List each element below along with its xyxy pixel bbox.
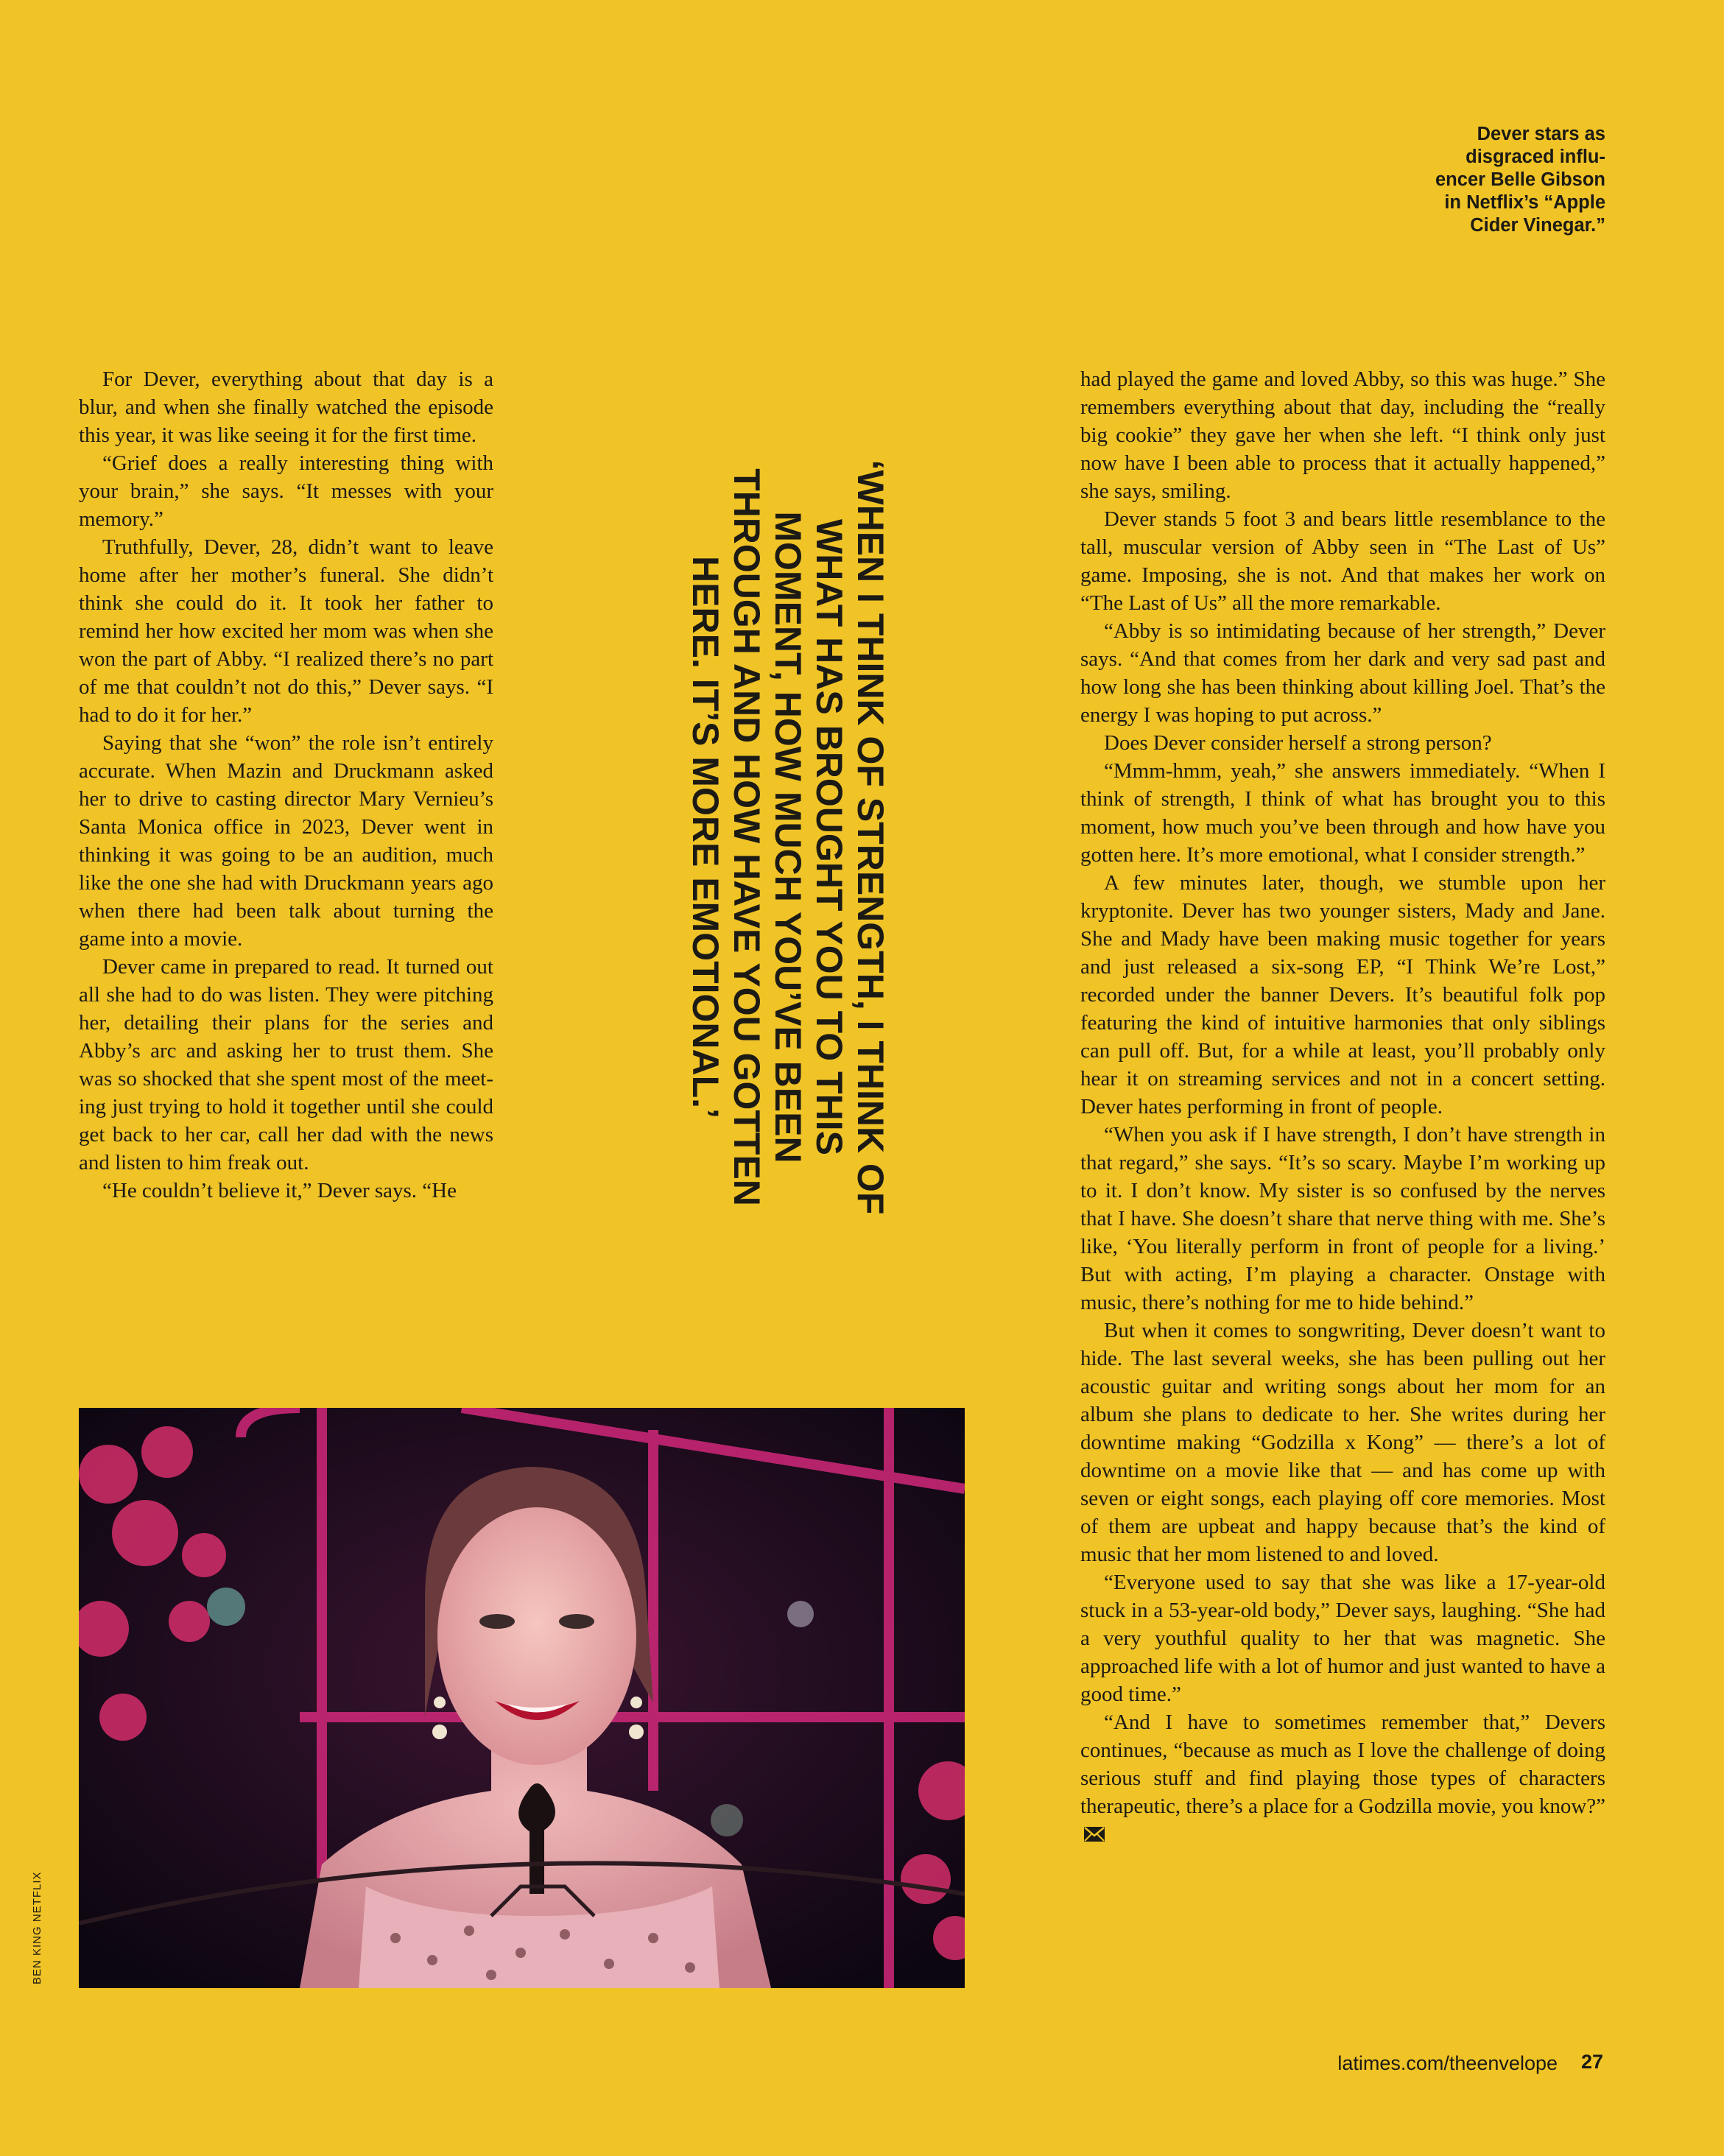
article-column-right — [1080, 365, 1605, 1848]
paragraph: “Grief does a really interesting thing with your brain,” she says. “It messes with your memory.” — [79, 451, 493, 531]
photo-credit: BEN KING NETFLIX — [31, 1871, 43, 1984]
paragraph: Dever came in prepared to read. It turned out all she had to do was listen. They were pitching her, detailing their plans for the series and Abby’s arc and asking her to trust them. She was so shocked that she spent most of the meeting just trying to hold it together until she could get back to her car, call her dad with the news and listen to him freak out. — [79, 955, 493, 1174]
paragraph: “Everyone used to say that she was like a 17-year-old stuck in a 53-year-old body,” Dever says, laughing. “She had a very youthful quality to her that was magnetic. She approached life with a lot of humor and just wanted to have a good time.” — [1080, 1571, 1605, 1706]
caption-line: encer Belle Gibson — [1435, 169, 1605, 190]
caption-line: Dever stars as — [1477, 124, 1605, 144]
page-number: 27 — [1581, 2051, 1604, 2073]
photo-caption — [1385, 123, 1605, 237]
paragraph: “He couldn’t believe it,” Dever says. “He — [102, 1179, 457, 1202]
portrait-photo-illustration — [79, 1408, 965, 1988]
pull-quote: ‘WHEN I THINK OF STRENGTH, I THINK OF WHAT HAS BROUGHT YOU TO THIS MOMENT, HOW MUCH YOU’VE BEEN THROUGH AND HOW HAVE YOU GOTTEN HERE. IT’S MORE EMOTIONAL.’ — [685, 459, 891, 1215]
article-column-left — [79, 365, 493, 1205]
paragraph: For Dever, everything about that day is a blur, and when she finally watched the episode this year, it was like seeing it for the first time. — [79, 367, 493, 447]
closing-paragraph-text: “And I have to sometimes remember that,” Devers continues, “because as much as I love the challenge of doing serious stuff and find playing those types of characters therapeutic, there’s a place for a Godzilla movie, you know?” — [1080, 1711, 1605, 1818]
paragraph — [1080, 1708, 1605, 1848]
paragraph: Does Dever consider herself a strong person? — [1104, 731, 1492, 755]
caption-line: in Netflix’s “Apple — [1444, 192, 1605, 213]
article-photo — [79, 1408, 965, 1988]
paragraph: But when it comes to songwriting, Dever doesn’t want to hide. The last several weeks, she has been pulling out her acoustic guitar and writing songs about her mom for an album she plans to dedicate to her. She writes during her downtime making “Godzilla x Kong” — there’s a lot of downtime on a movie like that — and has come up with seven or eight songs, each playing off core memories. Most of them are upbeat and happy because that’s the kind of music that her mom listened to and loved. — [1080, 1319, 1605, 1566]
paragraph: Dever stands 5 foot 3 and bears little resemblance to the tall, muscular version of Abby seen in “The Last of Us” game. Imposing, she is not. And that makes her work on “The Last of Us” all the more remarkable. — [1080, 507, 1605, 615]
paragraph: “Mmm-hmm, yeah,” she answers immediately. “When I think of strength, I think of what has brought you to this moment, how much you’ve been through and how have you gotten here. It’s more emotional, what I consider strength.” — [1080, 759, 1605, 867]
caption-line: Cider Vinegar.” — [1470, 215, 1605, 236]
paragraph: A few minutes later, though, we stumble upon her kryptonite. Dever has two younger sisters, Mady and Jane. She and Mady have been making music together for years and just released a six-song EP, “I Think We’re Lost,” recorded under the banner Devers. It’s beautiful folk pop featuring the kind of intuitive harmonies that only siblings can pull off. But, for a while at least, you’ll probably only hear it on streaming services and not in a concert setting. Dever hates performing in front of people. — [1080, 871, 1605, 1118]
paragraph: Truthfully, Dever, 28, didn’t want to leave home after her mother’s funeral. She didn’t think she could do it. It took her father to remind her how excited her mom was when she won the part of Abby. “I realized there’s no part of me that couldn’t not do this,” Dever says. “I had to do it for her.” — [79, 535, 493, 727]
caption-line: disgraced influ- — [1466, 147, 1605, 167]
paragraph: had played the game and loved Abby, so this was huge.” She remembers everything about that day, including the “really big cookie” they gave her when she left. “I think only just now have I been able to process that it actually happened,” she says, smiling. — [1080, 367, 1605, 503]
paragraph: “Abby is so intimidating because of her strength,” Dever says. “And that comes from her dark and very sad past and how long she has been thinking about killing Joel. That’s the energy I was hoping to put across.” — [1080, 619, 1605, 727]
paragraph: “When you ask if I have strength, I don’t have strength in that regard,” she says. “It’s so scary. Maybe I’m working up to it. I don’t know. My sister is so confused by the nerves that I have. She doesn’t share that nerve thing with me. She’s like, ‘You literally perform in front of people for a living.’ But with acting, I’m playing a character. Onstage with music, there’s nothing for me to hide behind.” — [1080, 1123, 1605, 1314]
paragraph: Saying that she “won” the role isn’t entirely accurate. When Mazin and Druckmann asked her to drive to casting director Mary Vernieu’s Santa Monica office in 2023, Dever went in thinking it was going to be an audition, much like the one she had with Druckmann years ago when there had been talk about turning the game into a movie. — [79, 731, 493, 951]
envelope-end-mark-icon — [1083, 1825, 1105, 1843]
footer-url-link[interactable]: latimes.com/theenvelope — [1337, 2052, 1558, 2074]
